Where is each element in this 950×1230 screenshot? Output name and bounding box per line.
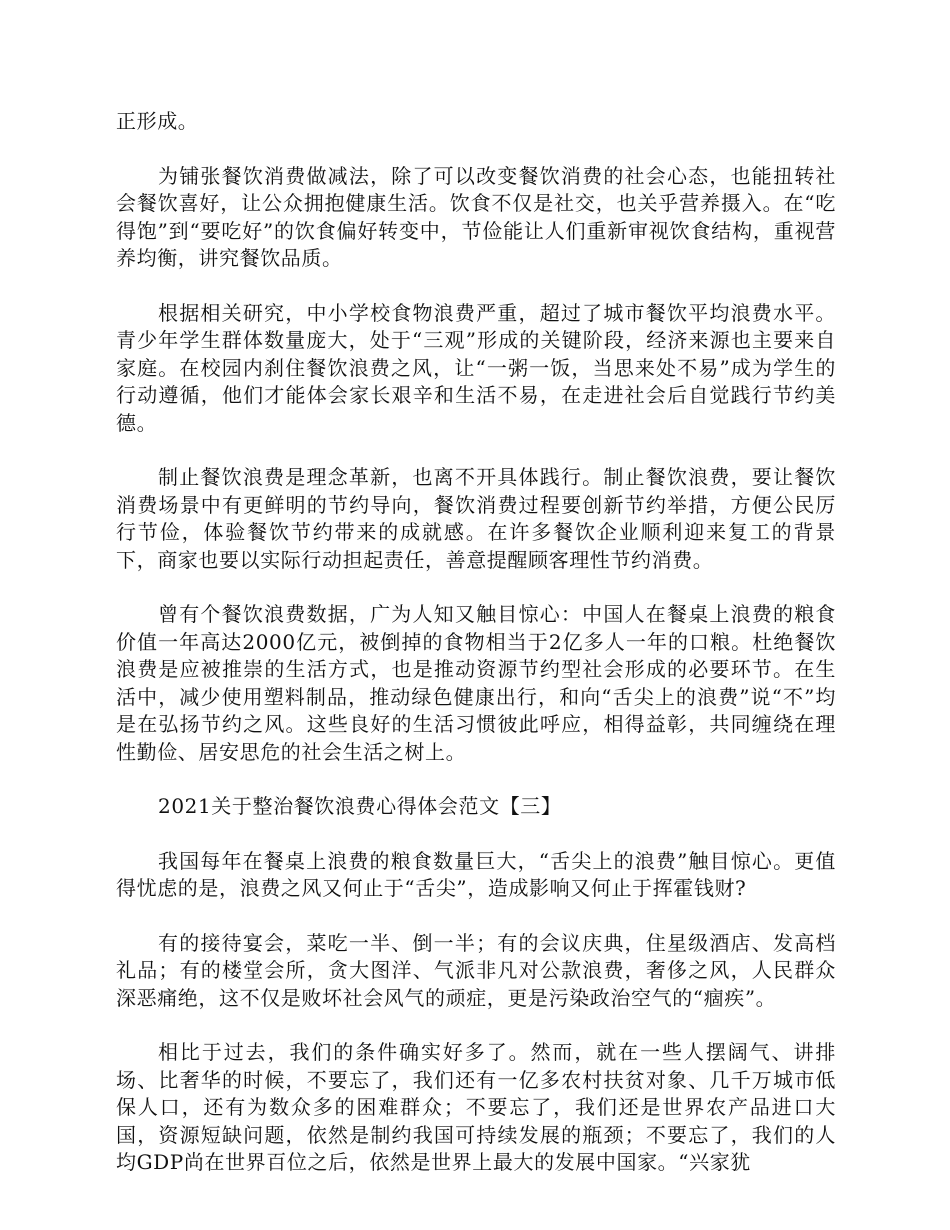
document-page xyxy=(116,108,836,1204)
paragraph: 我国每年在餐桌上浪费的粮食数量巨大，“舌尖上的浪费”触目惊心。更值得忧虑的是，浪费之风又何止于“舌尖”，造成影响又何止于挥霍钱财? xyxy=(116,848,836,900)
paragraph: 为铺张餐饮消费做减法，除了可以改变餐饮消费的社会心态，也能扭转社会餐饮喜好，让公众拥抱健康生活。饮食不仅是社交，也关乎营养摄入。在“吃得饱”到“要吃好”的饮食偏好转变中，节俭能让人们重新审视饮食结构，重视营养均衡，讲究餐饮品质。 xyxy=(116,163,836,270)
paragraph: 相比于过去，我们的条件确实好多了。然而，就在一些人摆阔气、讲排场、比奢华的时候，不要忘了，我们还有一亿多农村扶贫对象、几千万城市低保人口，还有为数众多的困难群众；不要忘了，我们还是世界农产品进口大国，资源短缺问题，依然是制约我国可持续发展的瓶颈；不要忘了，我们的人均GDP尚在世界百位之后，依然是世界上最大的发展中国家。“兴家犹 xyxy=(116,1040,836,1174)
paragraph: 有的接待宴会，菜吃一半、倒一半；有的会议庆典，住星级酒店、发高档礼品；有的楼堂会所，贪大图洋、气派非凡对公款浪费，奢侈之风，人民群众深恶痛绝，这不仅是败坏社会风气的顽症，更是污染政治空气的“痼疾”。 xyxy=(116,930,836,1010)
section-heading: 2021关于整治餐饮浪费心得体会范文【三】 xyxy=(158,794,562,818)
paragraph: 根据相关研究，中小学校食物浪费严重，超过了城市餐饮平均浪费水平。青少年学生群体数量庞大，处于“三观”形成的关键阶段，经济来源也主要来自家庭。在校园内刹住餐饮浪费之风，让“一粥一饭，当思来处不易”成为学生的行动遵循，他们才能体会家长艰辛和生活不易，在走进社会后自觉践行节约美德。 xyxy=(116,300,836,435)
paragraph-continuation: 正形成。 xyxy=(116,109,199,133)
paragraph: 制止餐饮浪费是理念革新，也离不开具体践行。制止餐饮浪费，要让餐饮消费场景中有更鲜明的节约导向，餐饮消费过程要创新节约举措，方便公民厉行节俭，体验餐饮节约带来的成就感。在许多餐饮企业顺利迎来复工的背景下，商家也要以实际行动担起责任，善意提醒顾客理性节约消费。 xyxy=(116,465,836,572)
paragraph: 曾有个餐饮浪费数据，广为人知又触目惊心：中国人在餐桌上浪费的粮食价值一年高达2000亿元，被倒掉的食物相当于2亿多人一年的口粮。杜绝餐饮浪费是应被推崇的生活方式，也是推动资源节约型社会形成的必要环节。在生活中，减少使用塑料制品，推动绿色健康出行，和向“舌尖上的浪费”说“不”均是在弘扬节约之风。这些良好的生活习惯彼此呼应，相得益彰，共同缠绕在理性勤俭、居安思危的社会生活之树上。 xyxy=(116,602,836,764)
